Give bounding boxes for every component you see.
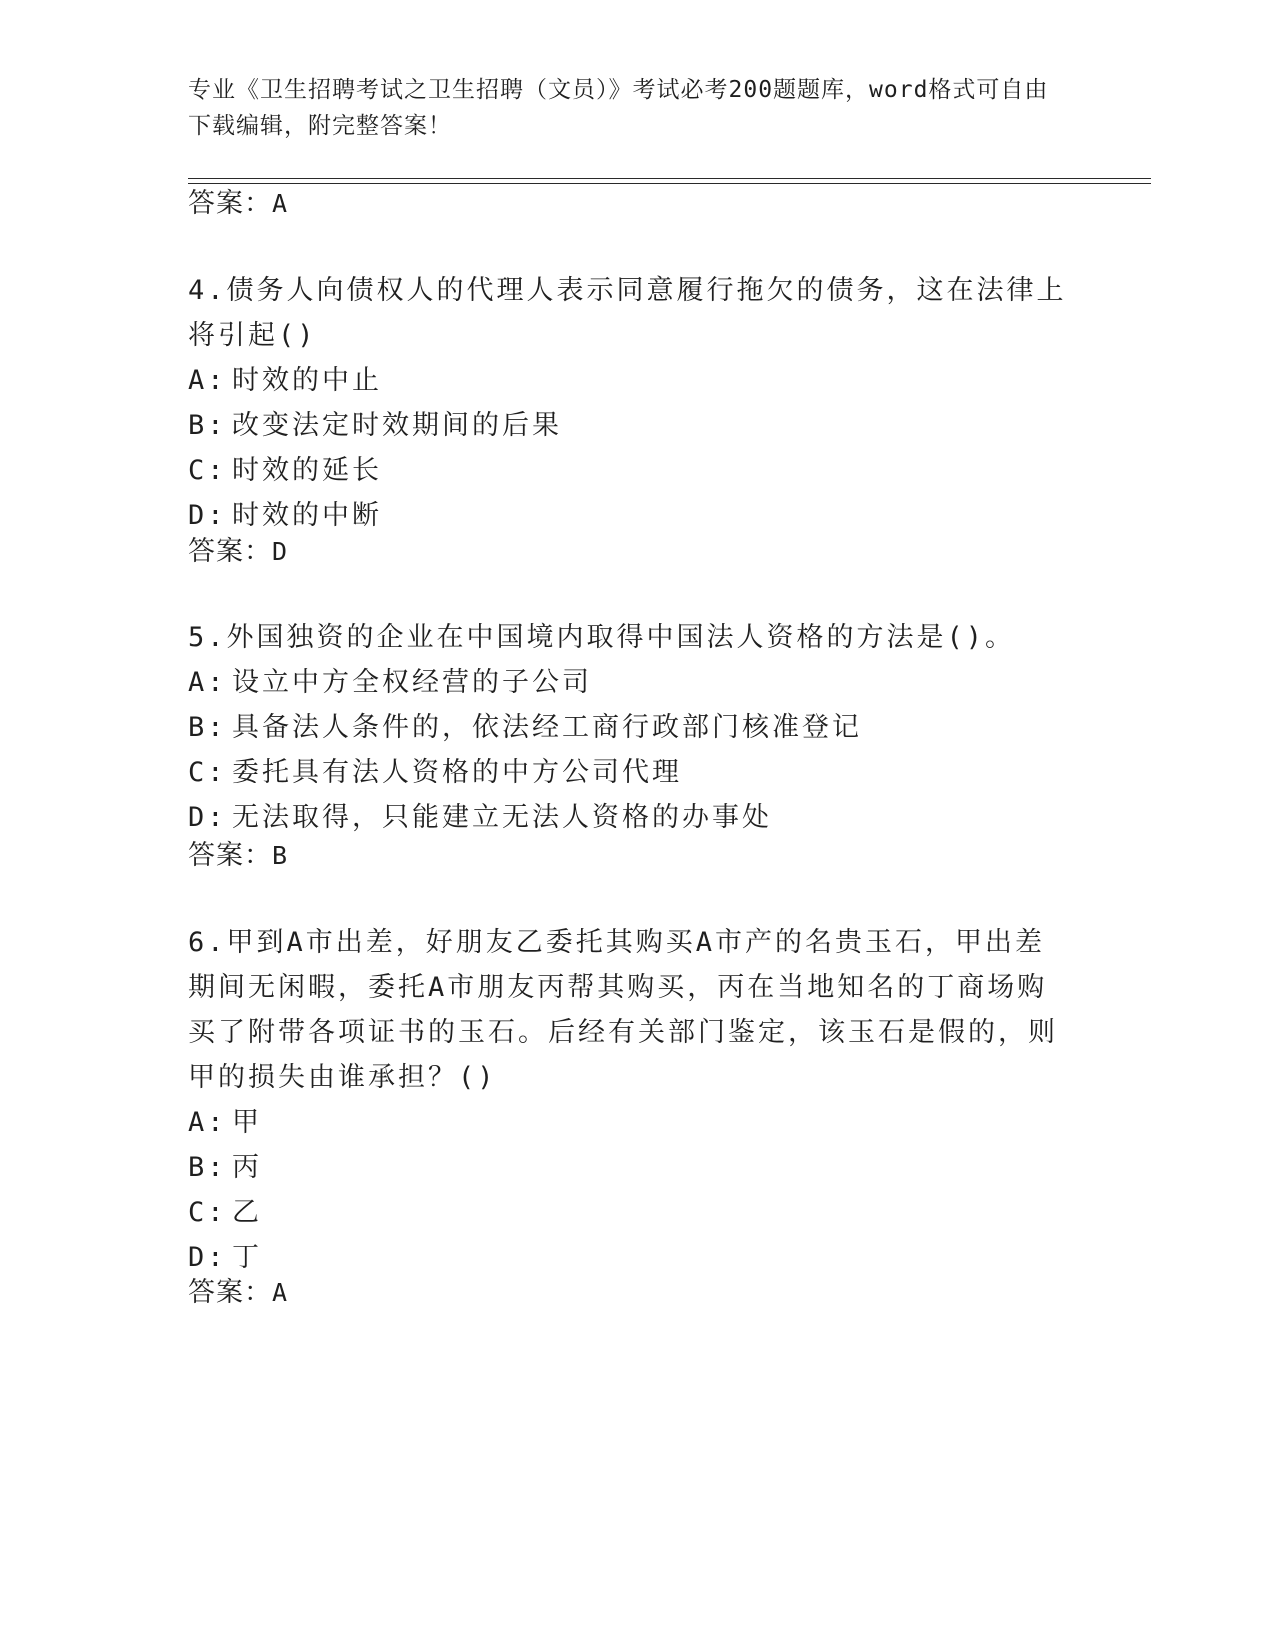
option-b: B: 具备法人条件的，依法经工商行政部门核准登记 bbox=[188, 712, 862, 743]
option-c: C: 委托具有法人资格的中方公司代理 bbox=[188, 757, 682, 788]
answer-label: 答案： bbox=[188, 536, 272, 567]
header-divider-bottom bbox=[188, 183, 1151, 184]
answer-q4 bbox=[188, 534, 288, 570]
header-divider-top bbox=[188, 178, 1151, 179]
option-d: D: 无法取得，只能建立无法人资格的办事处 bbox=[188, 802, 772, 833]
question-text: 6.甲到A市出差，好朋友乙委托其购买A市产的名贵玉石，甲出差期间无闲暇，委托A市朋友丙帮其购买，丙在当地知名的丁商场购买了附带各项证书的玉石。后经有关部门鉴定，该玉石是假的，则甲的损失由谁承担？() bbox=[188, 927, 1058, 1093]
option-b: B: 改变法定时效期间的后果 bbox=[188, 410, 562, 441]
option-d: D: 时效的中断 bbox=[188, 500, 382, 531]
option-b: B: 丙 bbox=[188, 1152, 262, 1183]
option-c: C: 时效的延长 bbox=[188, 455, 382, 486]
answer-value: A bbox=[272, 1278, 289, 1307]
answer-label: 答案： bbox=[188, 188, 272, 219]
option-a: A: 甲 bbox=[188, 1107, 262, 1138]
option-d: D: 丁 bbox=[188, 1242, 262, 1273]
answer-label: 答案： bbox=[188, 1277, 272, 1308]
answer-value: A bbox=[272, 189, 289, 218]
document-header: 专业《卫生招聘考试之卫生招聘（文员）》考试必考200题题库，word格式可自由下载编辑，附完整答案！ bbox=[188, 77, 1049, 139]
answer-q3 bbox=[188, 186, 288, 222]
option-a: A: 设立中方全权经营的子公司 bbox=[188, 667, 592, 698]
question-4 bbox=[188, 268, 1068, 538]
answer-value: D bbox=[272, 537, 289, 566]
option-a: A: 时效的中止 bbox=[188, 365, 382, 396]
answer-value: B bbox=[272, 841, 289, 870]
question-5 bbox=[188, 615, 1068, 840]
question-6 bbox=[188, 920, 1068, 1280]
question-text: 4.债务人向债权人的代理人表示同意履行拖欠的债务，这在法律上将引起() bbox=[188, 275, 1067, 351]
option-c: C: 乙 bbox=[188, 1197, 262, 1228]
answer-q6 bbox=[188, 1275, 288, 1311]
answer-label: 答案： bbox=[188, 840, 272, 871]
question-text: 5.外国独资的企业在中国境内取得中国法人资格的方法是()。 bbox=[188, 622, 1016, 653]
answer-q5 bbox=[188, 838, 288, 874]
